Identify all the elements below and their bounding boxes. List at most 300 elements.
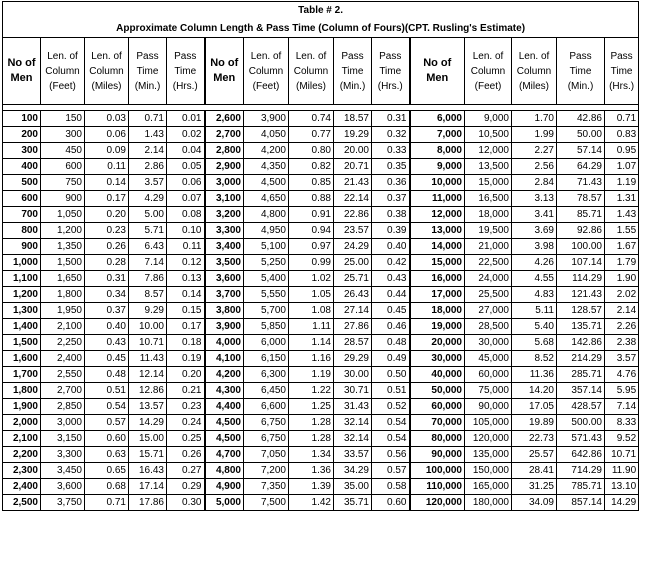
- value-cell: 1.07: [605, 159, 639, 175]
- value-cell: 0.37: [85, 303, 129, 319]
- value-cell: 0.51: [372, 383, 410, 399]
- men-count-cell: 3,100: [205, 191, 244, 207]
- value-cell: 25.71: [334, 271, 372, 287]
- value-cell: 0.57: [372, 463, 410, 479]
- value-cell: 34.29: [334, 463, 372, 479]
- value-cell: 1.19: [605, 175, 639, 191]
- value-cell: 0.51: [85, 383, 129, 399]
- value-cell: 0.11: [167, 239, 205, 255]
- value-cell: 6,000: [244, 335, 289, 351]
- value-cell: 1.55: [605, 223, 639, 239]
- value-cell: 7,200: [244, 463, 289, 479]
- value-cell: 2,700: [41, 383, 85, 399]
- value-cell: 3.41: [512, 207, 557, 223]
- value-cell: 3,750: [41, 495, 85, 511]
- header-line: (Hrs.): [609, 80, 635, 92]
- value-cell: 1.28: [289, 431, 334, 447]
- value-cell: 5.40: [512, 319, 557, 335]
- value-cell: 20.00: [334, 143, 372, 159]
- value-cell: 3.98: [512, 239, 557, 255]
- header-feet-1: [41, 38, 85, 105]
- table-row: [3, 495, 639, 511]
- value-cell: 0.77: [289, 127, 334, 143]
- column-length-table: [2, 1, 639, 511]
- value-cell: 12,000: [465, 143, 512, 159]
- table-row: [3, 127, 639, 143]
- men-count-cell: 5,000: [205, 495, 244, 511]
- men-count-cell: 700: [3, 207, 41, 223]
- value-cell: 428.57: [557, 399, 605, 415]
- value-cell: 0.40: [85, 319, 129, 335]
- value-cell: 0.31: [85, 271, 129, 287]
- value-cell: 0.63: [85, 447, 129, 463]
- men-count-cell: 3,700: [205, 287, 244, 303]
- value-cell: 0.54: [372, 415, 410, 431]
- value-cell: 1,200: [41, 223, 85, 239]
- value-cell: 25.57: [512, 447, 557, 463]
- value-cell: 0.17: [167, 319, 205, 335]
- value-cell: 2.56: [512, 159, 557, 175]
- value-cell: 1.11: [289, 319, 334, 335]
- value-cell: 1.36: [289, 463, 334, 479]
- header-hrs-2: [372, 38, 410, 105]
- value-cell: 75,000: [465, 383, 512, 399]
- value-cell: 2.86: [129, 159, 167, 175]
- table-row: [3, 271, 639, 287]
- table-row: [3, 399, 639, 415]
- value-cell: 7.86: [129, 271, 167, 287]
- table-row: [3, 383, 639, 399]
- men-count-cell: 600: [3, 191, 41, 207]
- value-cell: 1.16: [289, 351, 334, 367]
- men-count-cell: 70,000: [410, 415, 465, 431]
- value-cell: 4,050: [244, 127, 289, 143]
- men-count-cell: 9,000: [410, 159, 465, 175]
- value-cell: 57.14: [557, 143, 605, 159]
- value-cell: 22.73: [512, 431, 557, 447]
- value-cell: 5,700: [244, 303, 289, 319]
- value-cell: 85.71: [557, 207, 605, 223]
- header-miles-3: [512, 38, 557, 105]
- value-cell: 0.46: [372, 319, 410, 335]
- value-cell: 4,500: [244, 175, 289, 191]
- value-cell: 1.79: [605, 255, 639, 271]
- value-cell: 642.86: [557, 447, 605, 463]
- header-line: (Min.): [339, 80, 366, 92]
- men-count-cell: 2,300: [3, 463, 41, 479]
- value-cell: 90,000: [465, 399, 512, 415]
- header-line: (Min.): [134, 80, 161, 92]
- value-cell: 28.41: [512, 463, 557, 479]
- value-cell: 1.99: [512, 127, 557, 143]
- header-line: Len. of: [47, 50, 78, 62]
- value-cell: 2,100: [41, 319, 85, 335]
- header-line: Time: [174, 65, 197, 77]
- value-cell: 5,100: [244, 239, 289, 255]
- value-cell: 19,500: [465, 223, 512, 239]
- value-cell: 1.31: [605, 191, 639, 207]
- value-cell: 0.04: [167, 143, 205, 159]
- table-row: [3, 351, 639, 367]
- men-count-cell: 120,000: [410, 495, 465, 511]
- header-line: (Hrs.): [377, 80, 403, 92]
- men-count-cell: 1,700: [3, 367, 41, 383]
- value-cell: 114.29: [557, 271, 605, 287]
- men-count-cell: 3,300: [205, 223, 244, 239]
- men-count-cell: 100: [3, 111, 41, 127]
- value-cell: 142.86: [557, 335, 605, 351]
- value-cell: 5.71: [129, 223, 167, 239]
- men-count-cell: 110,000: [410, 479, 465, 495]
- value-cell: 0.42: [372, 255, 410, 271]
- header-row: [3, 38, 639, 105]
- value-cell: 29.29: [334, 351, 372, 367]
- value-cell: 30.71: [334, 383, 372, 399]
- header-line: Time: [136, 65, 159, 77]
- value-cell: 6,750: [244, 415, 289, 431]
- value-cell: 0.97: [289, 239, 334, 255]
- header-men-2: [205, 38, 244, 105]
- value-cell: 8.57: [129, 287, 167, 303]
- value-cell: 4.55: [512, 271, 557, 287]
- header-line: Column: [516, 65, 552, 77]
- men-count-cell: 3,400: [205, 239, 244, 255]
- value-cell: 22.14: [334, 191, 372, 207]
- value-cell: 571.43: [557, 431, 605, 447]
- value-cell: 300: [41, 127, 85, 143]
- header-line: (Miles): [296, 80, 326, 92]
- value-cell: 2,550: [41, 367, 85, 383]
- men-count-cell: 2,800: [205, 143, 244, 159]
- value-cell: 5,850: [244, 319, 289, 335]
- value-cell: 0.65: [85, 463, 129, 479]
- table-row: [3, 319, 639, 335]
- value-cell: 13,500: [465, 159, 512, 175]
- value-cell: 2,250: [41, 335, 85, 351]
- value-cell: 6.43: [129, 239, 167, 255]
- value-cell: 14.29: [129, 415, 167, 431]
- men-count-cell: 300: [3, 143, 41, 159]
- men-count-cell: 4,400: [205, 399, 244, 415]
- value-cell: 8.52: [512, 351, 557, 367]
- header-line: Pass: [569, 50, 592, 62]
- value-cell: 35.00: [334, 479, 372, 495]
- men-count-cell: 15,000: [410, 255, 465, 271]
- value-cell: 0.56: [372, 447, 410, 463]
- value-cell: 11.43: [129, 351, 167, 367]
- value-cell: 4.76: [605, 367, 639, 383]
- value-cell: 0.26: [167, 447, 205, 463]
- value-cell: 25.00: [334, 255, 372, 271]
- value-cell: 0.18: [167, 335, 205, 351]
- table-row: [3, 463, 639, 479]
- men-count-cell: 800: [3, 223, 41, 239]
- value-cell: 1,050: [41, 207, 85, 223]
- men-count-cell: 6,000: [410, 111, 465, 127]
- men-count-cell: 4,500: [205, 415, 244, 431]
- header-line: No of: [210, 57, 239, 69]
- men-count-cell: 4,100: [205, 351, 244, 367]
- value-cell: 33.57: [334, 447, 372, 463]
- header-line: Pass: [174, 50, 197, 62]
- table-row: [3, 223, 639, 239]
- value-cell: 0.13: [167, 271, 205, 287]
- table-row: [3, 207, 639, 223]
- value-cell: 23.57: [334, 223, 372, 239]
- value-cell: 3,300: [41, 447, 85, 463]
- value-cell: 1.19: [289, 367, 334, 383]
- value-cell: 0.82: [289, 159, 334, 175]
- value-cell: 0.94: [289, 223, 334, 239]
- header-line: Pass: [136, 50, 159, 62]
- table-row: [3, 287, 639, 303]
- value-cell: 0.36: [372, 175, 410, 191]
- value-cell: 21.43: [334, 175, 372, 191]
- value-cell: 78.57: [557, 191, 605, 207]
- men-count-cell: 2,200: [3, 447, 41, 463]
- header-line: Len. of: [518, 50, 550, 62]
- value-cell: 2.26: [605, 319, 639, 335]
- value-cell: 2,400: [41, 351, 85, 367]
- value-cell: 34.09: [512, 495, 557, 511]
- table-row: [3, 255, 639, 271]
- value-cell: 4,950: [244, 223, 289, 239]
- value-cell: 0.14: [85, 175, 129, 191]
- men-count-cell: 16,000: [410, 271, 465, 287]
- header-line: Len. of: [91, 50, 122, 62]
- value-cell: 0.05: [167, 159, 205, 175]
- value-cell: 0.12: [167, 255, 205, 271]
- value-cell: 5.95: [605, 383, 639, 399]
- value-cell: 15.71: [129, 447, 167, 463]
- value-cell: 10.71: [129, 335, 167, 351]
- value-cell: 214.29: [557, 351, 605, 367]
- value-cell: 0.95: [605, 143, 639, 159]
- value-cell: 25,500: [465, 287, 512, 303]
- men-count-cell: 40,000: [410, 367, 465, 383]
- value-cell: 0.44: [372, 287, 410, 303]
- value-cell: 21,000: [465, 239, 512, 255]
- value-cell: 6,300: [244, 367, 289, 383]
- value-cell: 2.27: [512, 143, 557, 159]
- value-cell: 7.14: [605, 399, 639, 415]
- value-cell: 0.15: [167, 303, 205, 319]
- value-cell: 285.71: [557, 367, 605, 383]
- value-cell: 0.48: [85, 367, 129, 383]
- value-cell: 3,600: [41, 479, 85, 495]
- value-cell: 165,000: [465, 479, 512, 495]
- value-cell: 10.71: [605, 447, 639, 463]
- men-count-cell: 1,800: [3, 383, 41, 399]
- value-cell: 0.09: [85, 143, 129, 159]
- table-label: Table # 2.: [3, 2, 639, 20]
- header-line: No of: [423, 57, 452, 69]
- value-cell: 121.43: [557, 287, 605, 303]
- value-cell: 120,000: [465, 431, 512, 447]
- header-line: Pass: [379, 50, 402, 62]
- value-cell: 3.57: [129, 175, 167, 191]
- value-cell: 0.80: [289, 143, 334, 159]
- value-cell: 128.57: [557, 303, 605, 319]
- header-line: Column: [293, 65, 329, 77]
- value-cell: 2.14: [129, 143, 167, 159]
- header-feet-2: [244, 38, 289, 105]
- header-line: Column: [89, 65, 124, 77]
- value-cell: 0.29: [167, 479, 205, 495]
- value-cell: 4.83: [512, 287, 557, 303]
- header-line: Pass: [341, 50, 364, 62]
- value-cell: 0.27: [167, 463, 205, 479]
- table-row: [3, 159, 639, 175]
- value-cell: 0.99: [289, 255, 334, 271]
- value-cell: 0.54: [85, 399, 129, 415]
- value-cell: 6,450: [244, 383, 289, 399]
- value-cell: 0.10: [167, 223, 205, 239]
- value-cell: 26.43: [334, 287, 372, 303]
- men-count-cell: 19,000: [410, 319, 465, 335]
- value-cell: 1.67: [605, 239, 639, 255]
- table-row: [3, 335, 639, 351]
- value-cell: 3,150: [41, 431, 85, 447]
- value-cell: 10.00: [129, 319, 167, 335]
- value-cell: 45,000: [465, 351, 512, 367]
- value-cell: 7.14: [129, 255, 167, 271]
- value-cell: 27.14: [334, 303, 372, 319]
- men-count-cell: 13,000: [410, 223, 465, 239]
- value-cell: 0.06: [167, 175, 205, 191]
- value-cell: 0.26: [85, 239, 129, 255]
- value-cell: 5,250: [244, 255, 289, 271]
- value-cell: 0.34: [85, 287, 129, 303]
- value-cell: 28.57: [334, 335, 372, 351]
- value-cell: 5.11: [512, 303, 557, 319]
- header-feet-3: [465, 38, 512, 105]
- value-cell: 150: [41, 111, 85, 127]
- value-cell: 714.29: [557, 463, 605, 479]
- men-count-cell: 1,600: [3, 351, 41, 367]
- men-count-cell: 2,100: [3, 431, 41, 447]
- value-cell: 5,550: [244, 287, 289, 303]
- value-cell: 14.20: [512, 383, 557, 399]
- men-count-cell: 8,000: [410, 143, 465, 159]
- value-cell: 42.86: [557, 111, 605, 127]
- value-cell: 60,000: [465, 367, 512, 383]
- value-cell: 31.25: [512, 479, 557, 495]
- header-min-2: [334, 38, 372, 105]
- value-cell: 35.71: [334, 495, 372, 511]
- header-line: (Hrs.): [172, 80, 198, 92]
- value-cell: 0.50: [372, 367, 410, 383]
- value-cell: 0.25: [167, 431, 205, 447]
- value-cell: 600: [41, 159, 85, 175]
- value-cell: 22,500: [465, 255, 512, 271]
- men-count-cell: 3,900: [205, 319, 244, 335]
- value-cell: 0.71: [129, 111, 167, 127]
- men-count-cell: 1,000: [3, 255, 41, 271]
- value-cell: 0.71: [605, 111, 639, 127]
- value-cell: 4.26: [512, 255, 557, 271]
- value-cell: 71.43: [557, 175, 605, 191]
- value-cell: 14.29: [605, 495, 639, 511]
- value-cell: 0.71: [85, 495, 129, 511]
- value-cell: 1,800: [41, 287, 85, 303]
- value-cell: 32.14: [334, 431, 372, 447]
- value-cell: 9.29: [129, 303, 167, 319]
- value-cell: 0.17: [85, 191, 129, 207]
- value-cell: 30,000: [465, 335, 512, 351]
- value-cell: 450: [41, 143, 85, 159]
- men-count-cell: 3,000: [205, 175, 244, 191]
- value-cell: 0.57: [85, 415, 129, 431]
- value-cell: 7,500: [244, 495, 289, 511]
- value-cell: 2.84: [512, 175, 557, 191]
- value-cell: 2,850: [41, 399, 85, 415]
- header-min-1: [129, 38, 167, 105]
- header-line: Time: [379, 65, 402, 77]
- value-cell: 4.29: [129, 191, 167, 207]
- value-cell: 1,650: [41, 271, 85, 287]
- header-line: Column: [45, 65, 80, 77]
- value-cell: 750: [41, 175, 85, 191]
- value-cell: 135,000: [465, 447, 512, 463]
- value-cell: 18.57: [334, 111, 372, 127]
- value-cell: 0.60: [372, 495, 410, 511]
- men-count-cell: 7,000: [410, 127, 465, 143]
- men-count-cell: 2,400: [3, 479, 41, 495]
- value-cell: 30.00: [334, 367, 372, 383]
- table-title: Approximate Column Length & Pass Time (Column of Fours)(CPT. Rusling's Estimate): [3, 19, 639, 38]
- value-cell: 7,350: [244, 479, 289, 495]
- men-count-cell: 200: [3, 127, 41, 143]
- men-count-cell: 4,000: [205, 335, 244, 351]
- value-cell: 180,000: [465, 495, 512, 511]
- value-cell: 28,500: [465, 319, 512, 335]
- value-cell: 6,600: [244, 399, 289, 415]
- value-cell: 0.01: [167, 111, 205, 127]
- table-row: [3, 479, 639, 495]
- value-cell: 31.43: [334, 399, 372, 415]
- value-cell: 15,000: [465, 175, 512, 191]
- value-cell: 1.34: [289, 447, 334, 463]
- value-cell: 1,500: [41, 255, 85, 271]
- value-cell: 0.38: [372, 207, 410, 223]
- header-line: Column: [470, 65, 506, 77]
- table-container: [2, 1, 638, 511]
- header-line: Men: [10, 72, 33, 84]
- value-cell: 0.74: [289, 111, 334, 127]
- header-hrs-1: [167, 38, 205, 105]
- value-cell: 100.00: [557, 239, 605, 255]
- value-cell: 0.85: [289, 175, 334, 191]
- header-line: No of: [7, 57, 36, 69]
- men-count-cell: 400: [3, 159, 41, 175]
- value-cell: 1.28: [289, 415, 334, 431]
- value-cell: 0.40: [372, 239, 410, 255]
- value-cell: 0.68: [85, 479, 129, 495]
- value-cell: 0.37: [372, 191, 410, 207]
- value-cell: 24,000: [465, 271, 512, 287]
- header-line: Time: [341, 65, 364, 77]
- value-cell: 27.86: [334, 319, 372, 335]
- header-line: Len. of: [250, 50, 282, 62]
- value-cell: 2.14: [605, 303, 639, 319]
- value-cell: 12.86: [129, 383, 167, 399]
- header-miles-2: [289, 38, 334, 105]
- header-line: Men: [426, 72, 449, 84]
- value-cell: 3,450: [41, 463, 85, 479]
- header-line: (Feet): [474, 80, 502, 92]
- value-cell: 105,000: [465, 415, 512, 431]
